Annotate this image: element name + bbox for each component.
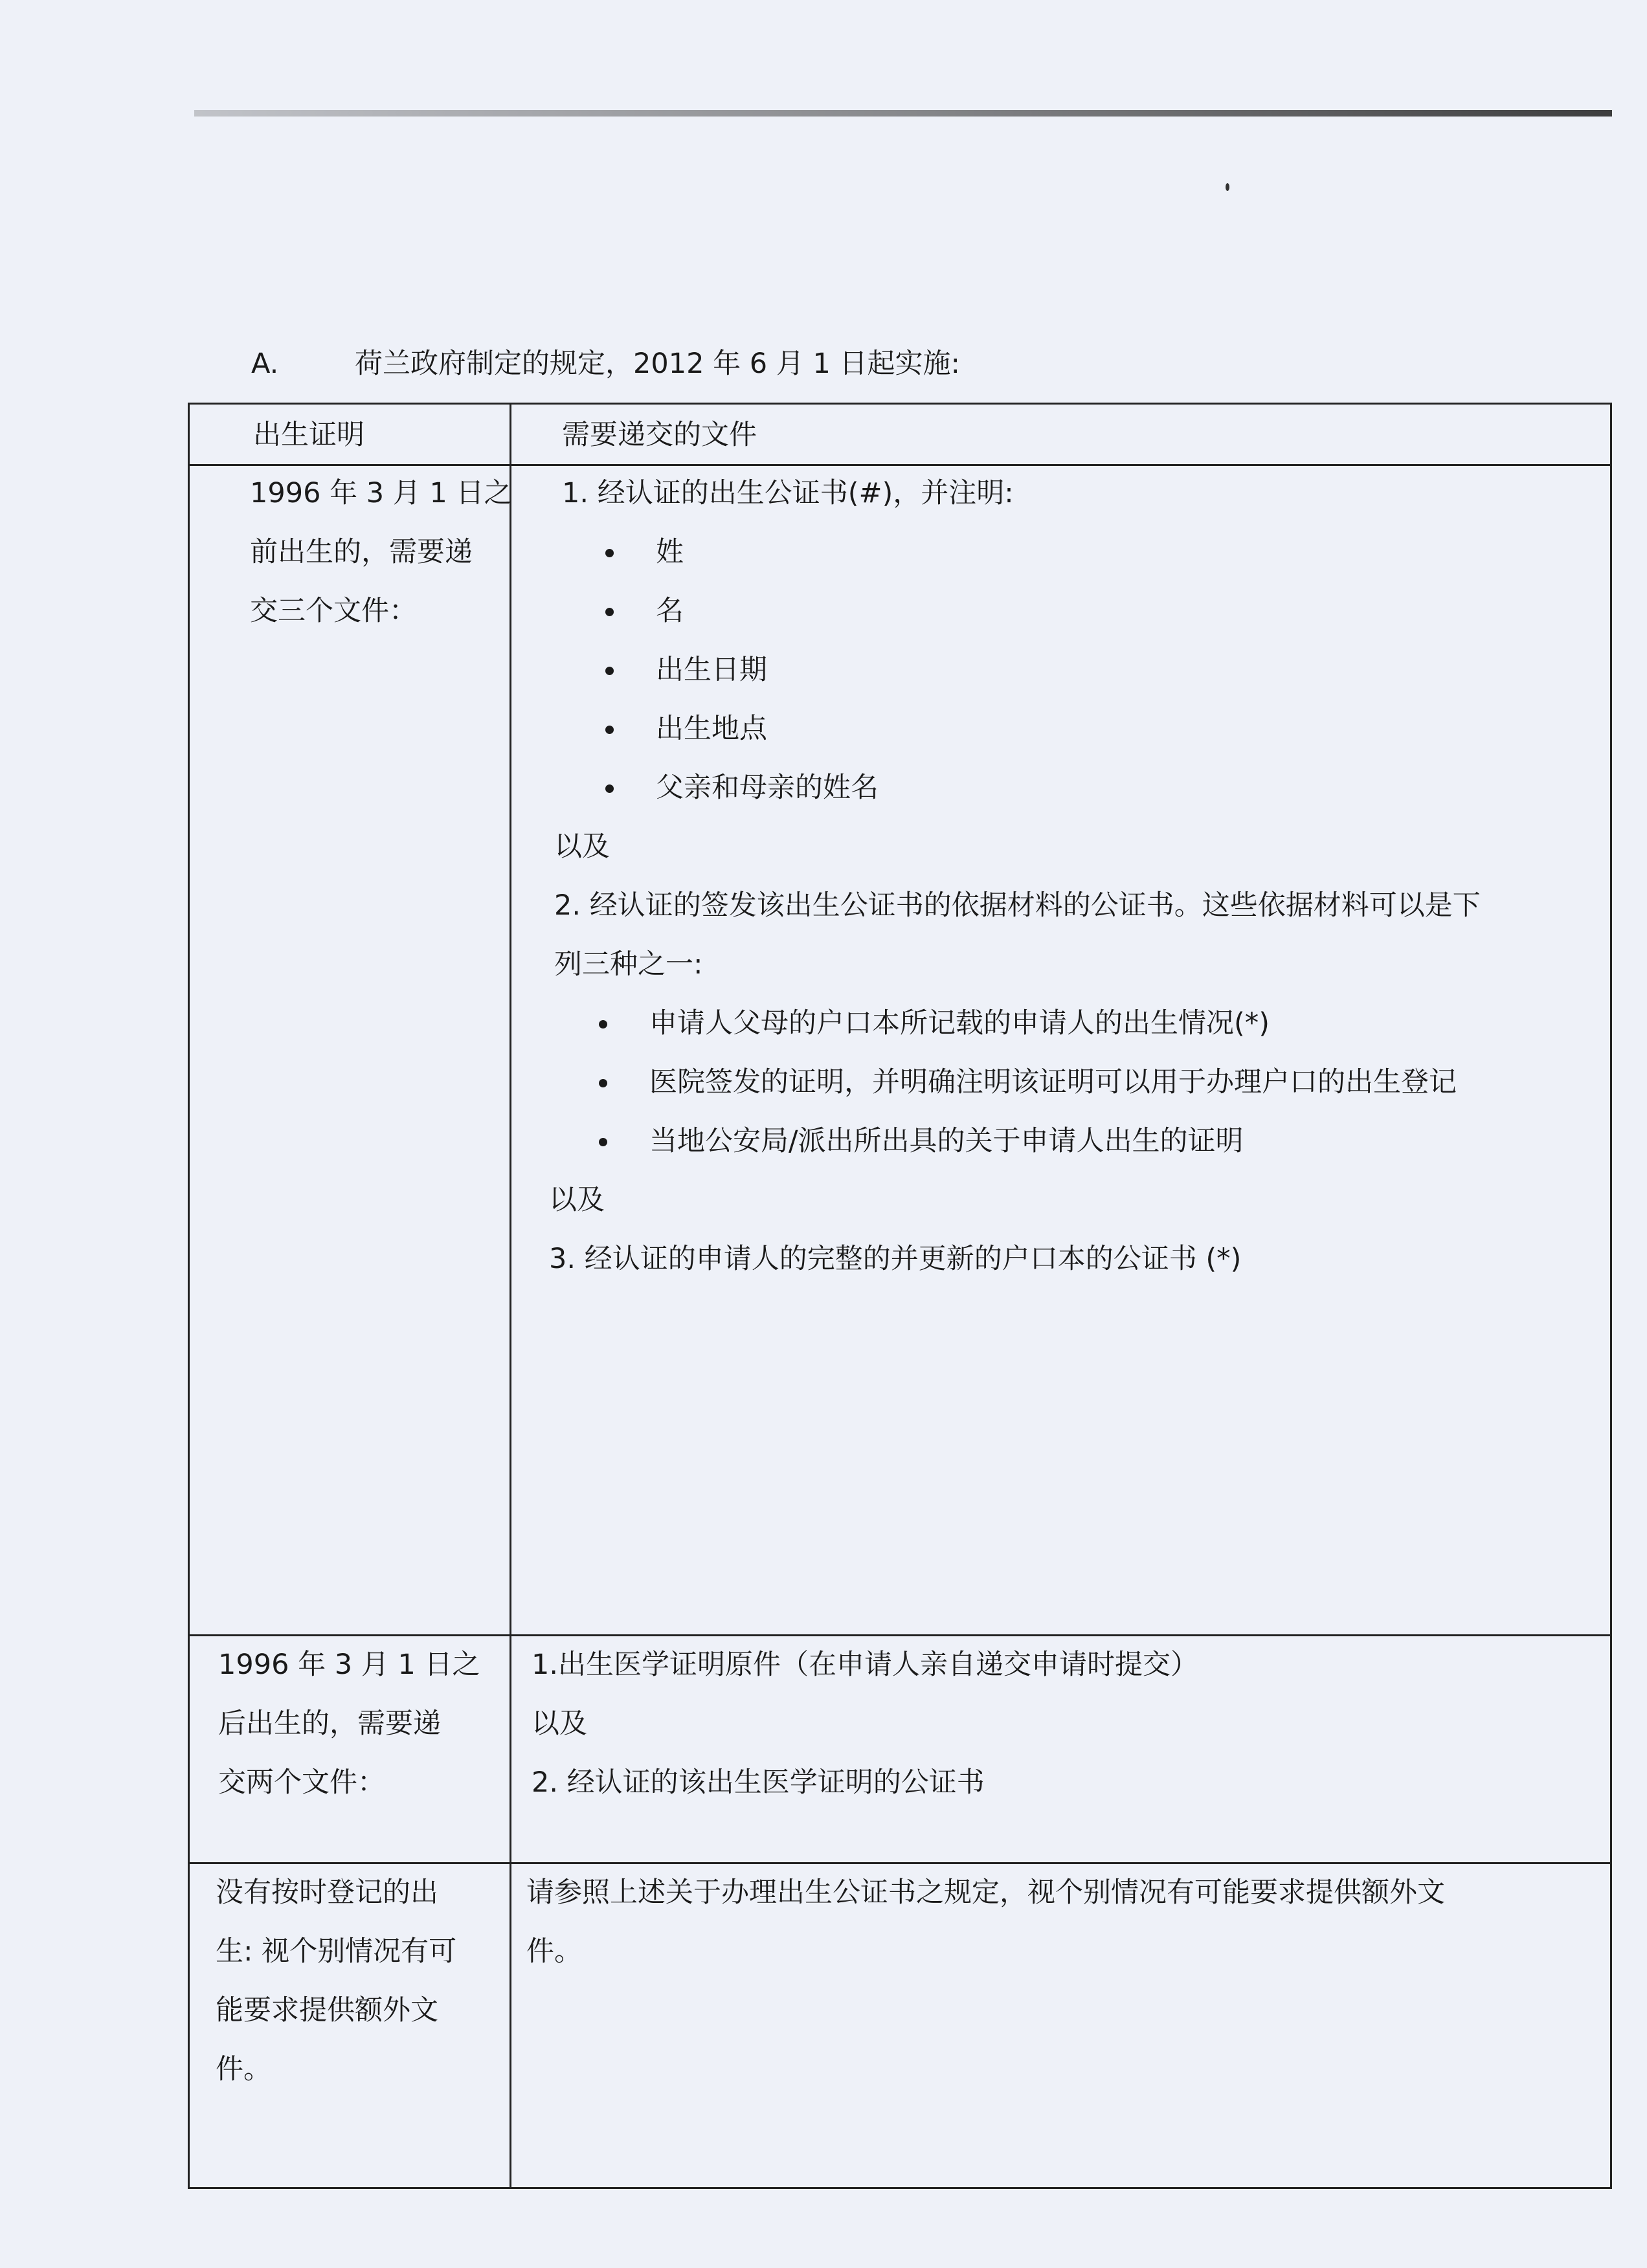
scan-speck bbox=[1226, 183, 1229, 191]
row1-condition-line: 1996 年 3 月 1 日之 bbox=[250, 477, 512, 509]
scan-edge-line bbox=[194, 110, 1612, 117]
row2-documents bbox=[532, 1636, 1593, 1812]
bullet-birth-place: 出生地点 bbox=[604, 700, 1598, 759]
requirements-table bbox=[188, 403, 1612, 2189]
row2-item2: 2. 经认证的该出生医学证明的公证书 bbox=[532, 1766, 985, 1799]
row3-documents bbox=[526, 1863, 1601, 1981]
row2-condition-line: 交两个文件： bbox=[218, 1766, 385, 1799]
row1-condition bbox=[250, 464, 512, 641]
row3-condition-line: 生: 视个别情况有可 bbox=[216, 1935, 457, 1968]
row1-item1-bullets bbox=[604, 523, 1598, 817]
row2-and: 以及 bbox=[532, 1707, 587, 1740]
row3-line2: 件。 bbox=[526, 1935, 582, 1968]
bullet-parents-names: 父亲和母亲的姓名 bbox=[604, 759, 1598, 817]
row2-condition-line: 1996 年 3 月 1 日之 bbox=[218, 1649, 480, 1681]
row1-item2-bullets bbox=[598, 994, 1598, 1171]
bullet-household-register: 申请人父母的户口本所记载的申请人的出生情况(*) bbox=[598, 994, 1598, 1053]
row3-condition-line: 能要求提供额外文 bbox=[216, 1994, 438, 2027]
column-divider bbox=[510, 405, 511, 2188]
row1-and-2: 以及 bbox=[549, 1184, 605, 1216]
bullet-given-name: 名 bbox=[604, 582, 1598, 641]
row2-condition bbox=[218, 1636, 480, 1812]
row3-condition-line: 没有按时登记的出 bbox=[216, 1876, 438, 1909]
bullet-hospital-certificate: 医院签发的证明，并明确注明该证明可以用于办理户口的出生登记 bbox=[598, 1053, 1598, 1112]
row1-item3: 3. 经认证的申请人的完整的并更新的户口本的公证书 (*) bbox=[549, 1243, 1242, 1275]
row1-item1: 1. 经认证的出生公证书(#)，并注明: bbox=[562, 477, 1014, 509]
row1-item2-line1: 2. 经认证的签发该出生公证书的依据材料的公证书。这些依据材料可以是下 bbox=[554, 889, 1481, 922]
section-letter: A. bbox=[251, 348, 279, 380]
row1-condition-line: 交三个文件： bbox=[250, 595, 417, 627]
row2-item1: 1.出生医学证明原件（在申请人亲自递交申请时提交） bbox=[532, 1649, 1199, 1681]
section-title: 荷兰政府制定的规定，2012 年 6 月 1 日起实施: bbox=[355, 348, 960, 380]
bullet-surname: 姓 bbox=[604, 523, 1598, 582]
row1-and-1: 以及 bbox=[554, 830, 610, 863]
row1-documents bbox=[549, 464, 1598, 1289]
header-birth-certificate: 出生证明 bbox=[253, 419, 364, 451]
row3-condition-line: 件。 bbox=[216, 2053, 271, 2085]
row1-item2-line2: 列三种之一: bbox=[554, 948, 703, 981]
bullet-birth-date: 出生日期 bbox=[604, 641, 1598, 700]
row3-line1: 请参照上述关于办理出生公证书之规定，视个别情况有可能要求提供额外文 bbox=[526, 1876, 1445, 1909]
row1-condition-line: 前出生的，需要递 bbox=[250, 536, 473, 568]
bullet-police-certificate: 当地公安局/派出所出具的关于申请人出生的证明 bbox=[598, 1112, 1598, 1171]
header-required-documents: 需要递交的文件 bbox=[562, 419, 757, 451]
row2-condition-line: 后出生的，需要递 bbox=[218, 1707, 441, 1740]
row3-condition bbox=[216, 1863, 456, 2099]
section-heading bbox=[251, 342, 960, 381]
